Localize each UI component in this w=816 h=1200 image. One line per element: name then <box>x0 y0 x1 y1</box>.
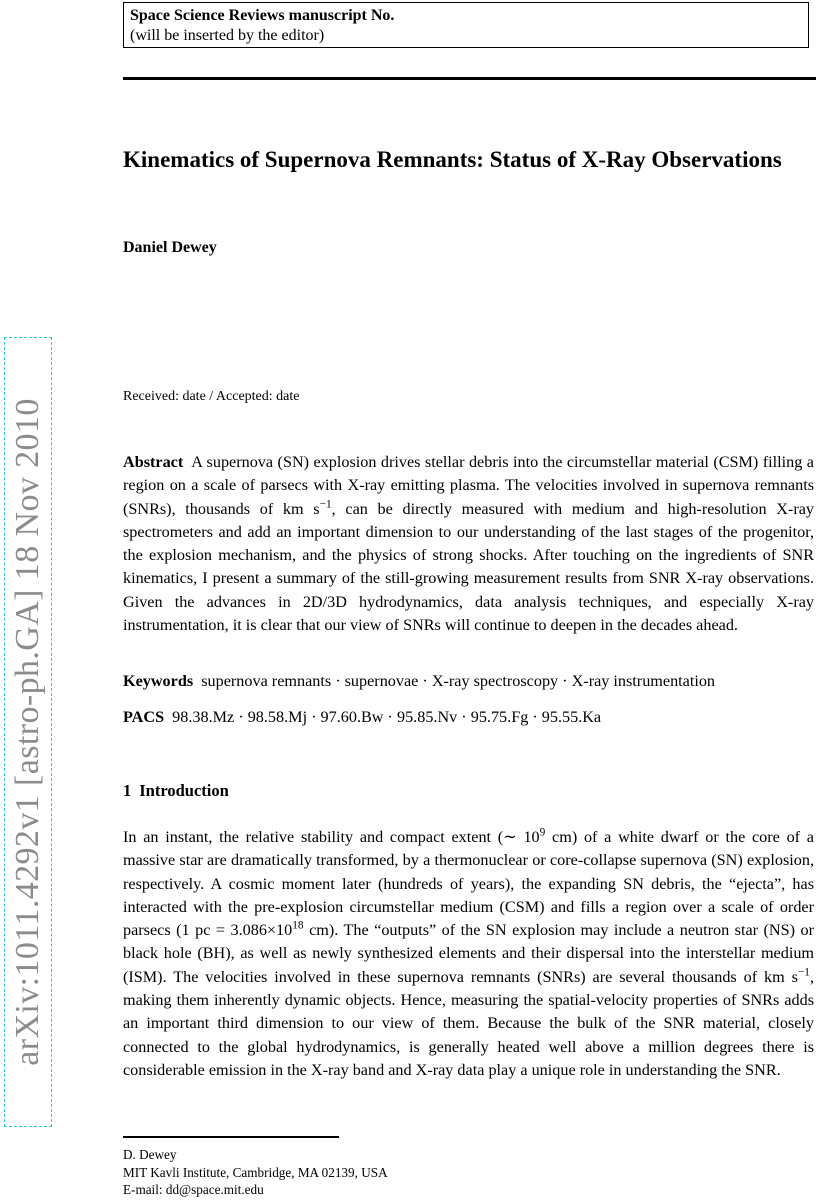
keywords-label: Keywords <box>123 672 194 690</box>
intro-paragraph <box>123 826 814 1082</box>
pacs-label: PACS <box>123 708 165 726</box>
abstract-label: Abstract <box>123 453 184 471</box>
paper-title: Kinematics of Supernova Remnants: Status of X-Ray Observations <box>123 147 782 172</box>
pacs-text: 98.38.Mz · 98.58.Mj · 97.60.Bw · 95.85.Nv · 95.75.Fg · 95.55.Ka <box>172 708 602 726</box>
footnote-affiliation: MIT Kavli Institute, Cambridge, MA 02139, USA <box>123 1164 388 1180</box>
editor-note: (will be inserted by the editor) <box>130 27 325 44</box>
manuscript-header-box <box>123 2 809 48</box>
abstract-sup: −1 <box>319 498 332 511</box>
intro-text-2: cm) of a white dwarf or the core of a massive star are dramatically transformed, by a thermonuclear or core-collapse supernova (SN) explosion, respectively. A cosmic moment later (hundreds of years), the expanding SN debris, the “ejecta”, has interacted with the pre-explosion circumstellar medium (CSM) and fills a region over a scale of order parsecs (1 pc = 3.086×10 <box>123 828 814 940</box>
author-name: Daniel Dewey <box>123 239 217 256</box>
keywords-line <box>123 670 814 693</box>
received-line: Received: date / Accepted: date <box>123 389 300 404</box>
intro-sup-3: −1 <box>797 966 810 979</box>
pacs-line <box>123 706 814 729</box>
abstract-text-1: A supernova (SN) explosion drives stellar debris into the circumstellar material (CSM) filling a region on a scale of parsecs with X-ray emitting plasma. The velocities involved in supernova remnants (SNRs), thousands of km s <box>123 453 814 518</box>
arxiv-sidebar-id: arXiv:1011.4292v1 [astro-ph.GA] 18 Nov 2010 <box>9 398 46 1066</box>
footnote-rule <box>123 1136 339 1138</box>
intro-text-3: cm). The “outputs” of the SN explosion may include a neutron star (NS) or black hole (BH), as well as newly synthesized elements and their dispersal into the interstellar medium (ISM). The velocities involved in these supernova remnants (SNRs) are several thousands of km s <box>123 921 814 986</box>
author-footnote <box>123 1146 388 1199</box>
section-number: 1 <box>123 781 132 800</box>
footnote-email: E-mail: dd@space.mit.edu <box>123 1182 264 1197</box>
section-heading <box>123 781 229 801</box>
abstract-paragraph <box>123 451 814 637</box>
intro-text-4: , making them inherently dynamic objects. Hence, measuring the spatial-velocity properties of SNRs adds an important third dimension to our view of them. Because the bulk of the SNR material, closely connected to the global hydrodynamics, is generally heated well above a million degrees there is considerable emission in the X-ray band and X-ray data play a unique role in understanding the SNR. <box>123 967 814 1079</box>
footnote-name: D. Dewey <box>123 1147 177 1162</box>
abstract-text-2: , can be directly measured with medium and high-resolution X-ray spectrometers and add an important dimension to our understanding of the last stages of the progenitor, the explosion mechanism, and the physics of strong shocks. After touching on the ingredients of SNR kinematics, I present a summary of the still-growing measurement results from SNR X-ray observations. Given the advances in 2D/3D hydrodynamics, data analysis techniques, and especially X-ray instrumentation, it is clear that our view of SNRs will continue to deepen in the decades ahead. <box>123 499 814 635</box>
journal-line: Space Science Reviews manuscript No. <box>130 7 395 24</box>
keywords-text: supernova remnants · supernovae · X-ray spectroscopy · X-ray instrumentation <box>201 672 716 690</box>
section-title: Introduction <box>139 781 229 800</box>
intro-sup-2: 18 <box>292 919 304 932</box>
header-rule <box>123 77 816 80</box>
intro-sup-1: 9 <box>539 826 546 839</box>
intro-text-1: In an instant, the relative stability and compact extent (∼ 10 <box>123 828 540 846</box>
